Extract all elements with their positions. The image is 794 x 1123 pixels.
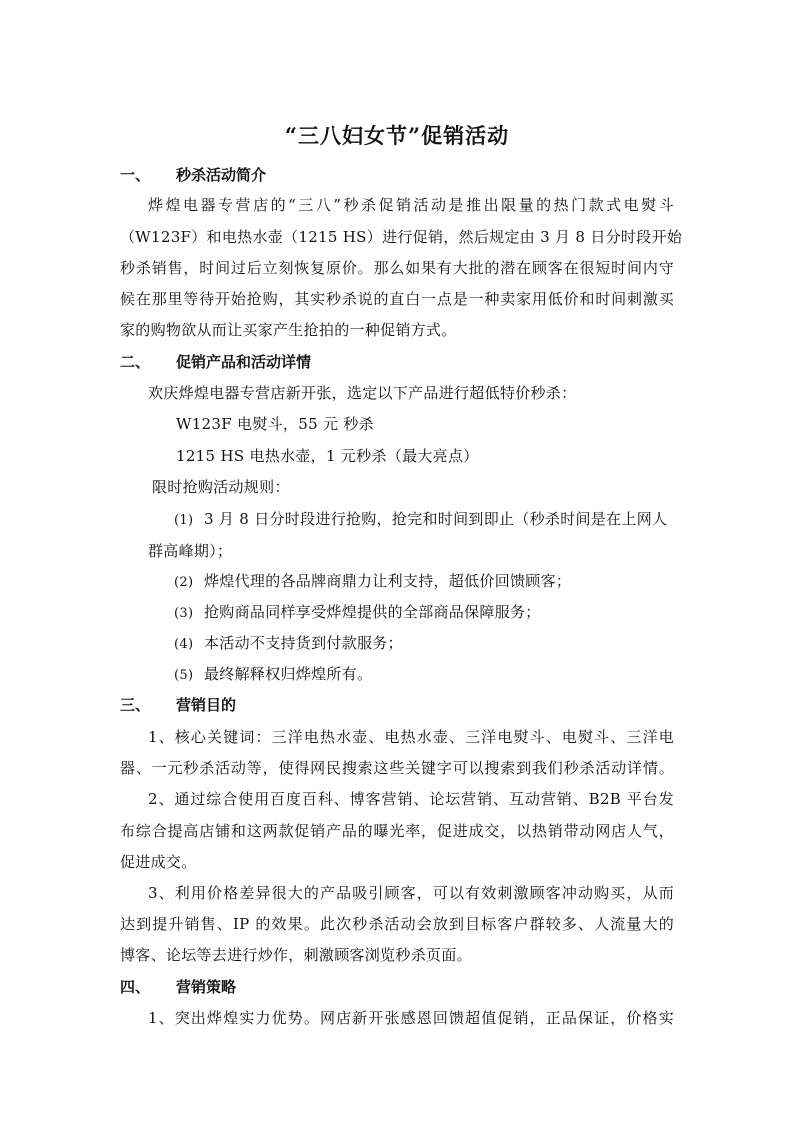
paragraph-line: 布综合提高店铺和这两款促销产品的曝光率，促进成交，以热销带动网店人气， <box>120 822 674 840</box>
paragraph-line: 候在那里等待开始抢购，其实秒杀说的直白一点是一种卖家用低价和时间刺激买 <box>120 290 674 308</box>
rule-text: 烨煌代理的各品牌商鼎力让利支持，超低价回馈顾客； <box>204 572 572 590</box>
section-number: 二、 <box>120 353 151 371</box>
paragraph-line: 1、突出烨煌实力优势。网店新开张感恩回馈超值促销，正品保证，价格实 <box>148 1009 674 1027</box>
section-title: 营销策略 <box>176 978 237 996</box>
document-title: “三八妇女节”促销活动 <box>284 123 510 148</box>
paragraph-line: 促进成交。 <box>120 853 197 871</box>
paragraph-line: 达到提升销售、IP 的效果。此次秒杀活动会放到目标客户群较多、人流量大的 <box>120 915 674 933</box>
section-title: 营销目的 <box>176 696 237 714</box>
list-marker: (2) <box>174 575 194 590</box>
section-heading-4 <box>120 976 236 997</box>
paragraph-line: 家的购物欲从而让买家产生抢拍的一种促销方式。 <box>120 321 457 339</box>
rule-item-5 <box>174 663 372 684</box>
rules-title: 限时抢购活动规则： <box>152 478 290 496</box>
paragraph-line: （W123F）和电热水壶（1215 HS）进行促销，然后规定由 3 月 8 日分时段开始 <box>120 228 683 246</box>
rule-item-2 <box>174 570 571 591</box>
section-title: 促销产品和活动详情 <box>176 353 312 371</box>
paragraph-line: 器、一元秒杀活动等，使得网民搜索这些关键字可以搜索到我们秒杀活动详情。 <box>120 759 674 777</box>
section-number: 一、 <box>120 166 151 184</box>
product-line: W123F 电熨斗，55 元 秒杀 <box>176 415 374 433</box>
section-heading-3 <box>120 694 236 715</box>
rule-item-3 <box>174 601 541 622</box>
product-line: 1215 HS 电热水壶，1 元秒杀（最大亮点） <box>176 447 479 465</box>
paragraph-line: 2、通过综合使用百度百科、博客营销、论坛营销、互动营销、B2B 平台发 <box>148 790 674 808</box>
rule-item-4 <box>174 632 403 653</box>
paragraph-line: 烨煌电器专营店的“三八”秒杀促销活动是推出限量的热门款式电熨斗 <box>148 196 674 214</box>
paragraph-line: 秒杀销售，时间过后立刻恢复原价。那么如果有大批的潜在顾客在很短时间内守 <box>120 259 674 277</box>
paragraph-line: 3、利用价格差异很大的产品吸引顾客，可以有效刺激顾客冲动购买，从而 <box>148 884 674 902</box>
section-number: 三、 <box>120 696 151 714</box>
section-heading-1 <box>120 164 266 185</box>
list-marker: (1) <box>174 513 194 528</box>
list-marker: (3) <box>174 606 194 621</box>
rule-item-1 <box>174 508 667 529</box>
paragraph-line: 博客、论坛等去进行炒作，刺激顾客浏览秒杀页面。 <box>120 946 472 964</box>
list-marker: (4) <box>174 637 194 652</box>
intro-line: 欢庆烨煌电器专营店新开张，选定以下产品进行超低特价秒杀： <box>148 384 577 402</box>
list-marker: (5) <box>174 668 194 683</box>
paragraph-line: 1、核心关键词：三洋电热水壶、电热水壶、三洋电熨斗、电熨斗、三洋电 <box>148 728 674 746</box>
rule-text: 最终解释权归烨煌所有。 <box>204 665 373 683</box>
section-heading-2 <box>120 351 311 372</box>
rule-text: 抢购商品同样享受烨煌提供的全部商品保障服务； <box>204 603 541 621</box>
rule-text: 本活动不支持货到付款服务； <box>204 634 403 652</box>
rule-continuation: 群高峰期）； <box>148 542 233 560</box>
section-number: 四、 <box>120 978 151 996</box>
section-title: 秒杀活动简介 <box>176 166 267 184</box>
rule-text: 3 月 8 日分时段进行抢购，抢完和时间到即止（秒杀时间是在上网人 <box>204 510 668 528</box>
